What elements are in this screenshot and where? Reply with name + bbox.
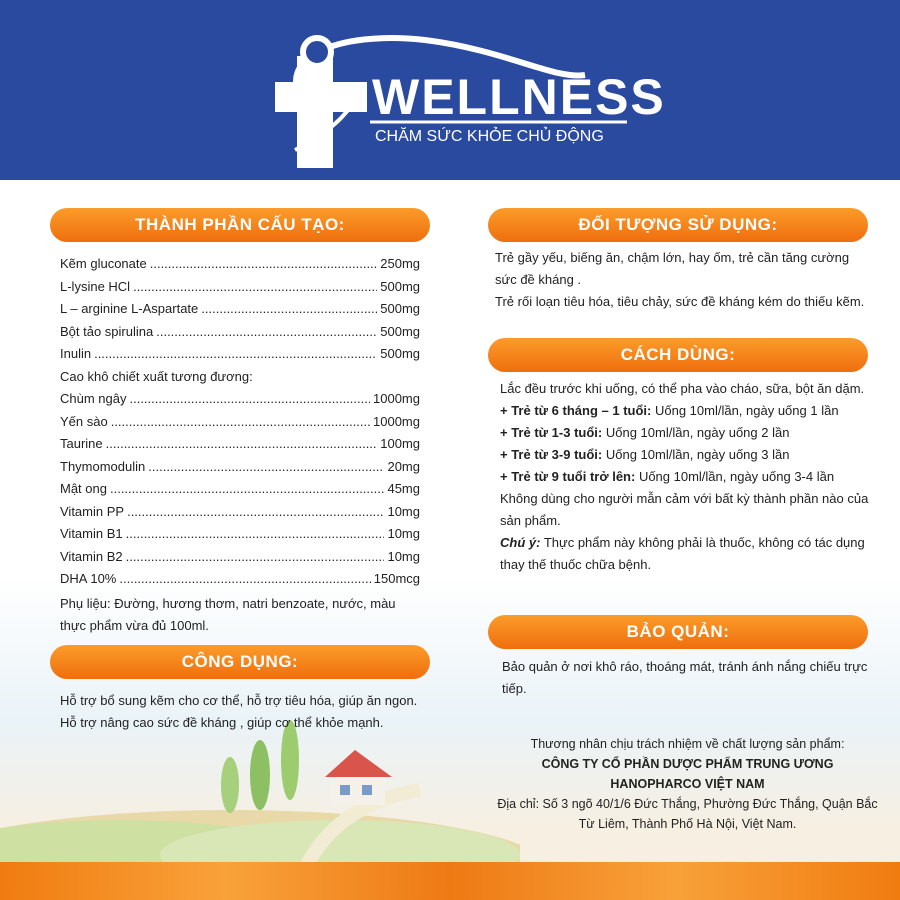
main-ingredient-list — [60, 253, 420, 366]
ingredient-row — [60, 523, 420, 546]
company-name-line-2: HANOPHARCO VIỆT NAM — [610, 777, 765, 791]
ingredient-amount: 100mg — [380, 436, 420, 451]
ingredient-row — [60, 253, 420, 276]
storage-text: Bảo quản ở nơi khô ráo, thoáng mát, tránh ánh nắng chiếu trực tiếp. — [502, 659, 868, 696]
ingredient-row — [60, 321, 420, 344]
dose-amount: Uống 10ml/lần, ngày uống 2 lần — [602, 425, 790, 440]
responsibility-line: Thương nhân chịu trách nhiệm về chất lượng sản phẩm: — [530, 737, 845, 751]
dot-leader — [156, 321, 377, 343]
ingredient-name: Vitamin PP — [60, 503, 125, 519]
ingredient-name: L – arginine L-Aspartate — [60, 301, 199, 316]
ingredient-name: Vitamin B2 — [60, 548, 123, 564]
target-line-1: Trẻ gầy yếu, biếng ăn, chậm lớn, hay ốm, trẻ cần tăng cường sức đề kháng . — [495, 250, 850, 287]
dose-item — [500, 400, 872, 422]
target-heading: ĐỐI TƯỢNG SỬ DỤNG: — [488, 208, 868, 242]
extract-ingredient-list — [60, 388, 420, 591]
dose-age: + Trẻ từ 3-9 tuổi: — [500, 447, 603, 462]
usage-section — [500, 378, 872, 576]
ingredient-amount: 250mg — [380, 256, 420, 271]
ingredient-name: Mật ong — [60, 481, 107, 496]
bottom-decorative-strip — [0, 862, 900, 900]
dose-amount: Uống 10ml/lần, ngày uống 3-4 lần — [635, 469, 835, 484]
dot-leader — [111, 411, 370, 433]
ingredient-name: Bột tảo spirulina — [60, 323, 154, 339]
dose-amount: Uống 10ml/lần, ngày uống 1 lần — [651, 403, 839, 418]
ingredient-row — [60, 456, 420, 479]
dot-leader — [94, 343, 377, 365]
ingredient-name: Yến sào — [60, 413, 108, 429]
header-banner — [0, 0, 900, 180]
dot-leader — [126, 523, 385, 545]
usage-heading: CÁCH DÙNG: — [488, 338, 868, 372]
ingredient-row — [60, 568, 420, 591]
dose-item — [500, 466, 872, 488]
uses-heading: CÔNG DỤNG: — [50, 645, 430, 679]
dot-leader — [127, 501, 384, 523]
target-section — [495, 247, 870, 313]
dot-leader — [150, 253, 378, 275]
dot-leader — [129, 388, 370, 410]
dose-age: + Trẻ từ 9 tuổi trở lên: — [500, 469, 636, 484]
usage-intro: Lắc đều trước khi uống, có thể pha vào cháo, sữa, bột ăn dặm. — [500, 381, 865, 396]
ingredient-amount: 10mg — [387, 548, 420, 564]
dot-leader — [133, 276, 377, 298]
ingredient-name: Chùm ngây — [60, 391, 127, 406]
ingredient-amount: 1000mg — [373, 391, 420, 406]
dot-leader — [148, 456, 384, 478]
dose-age: + Trẻ từ 6 tháng – 1 tuổi: — [500, 403, 652, 418]
ingredient-name: Vitamin B1 — [60, 526, 123, 541]
ingredient-amount: 500mg — [380, 278, 420, 294]
storage-heading: BẢO QUẢN: — [488, 615, 868, 649]
ingredient-amount: 500mg — [380, 346, 420, 361]
contraindication-text: Không dùng cho người mẫn cảm với bất kỳ thành phần nào của sản phẩm. — [500, 491, 869, 528]
ingredient-row — [60, 276, 420, 299]
ingredient-name: Taurine — [60, 436, 103, 451]
dot-leader — [201, 298, 377, 320]
company-info — [495, 734, 880, 834]
company-name-line-1: CÔNG TY CỔ PHẦN DƯỢC PHẨM TRUNG ƯƠNG — [541, 757, 834, 771]
extract-label: Cao khô chiết xuất tương đương: — [60, 368, 253, 384]
dot-leader — [126, 546, 385, 568]
ingredient-amount: 45mg — [387, 481, 420, 496]
ingredient-amount: 500mg — [380, 301, 420, 316]
dot-leader — [110, 478, 384, 500]
uses-text: Hỗ trợ bổ sung kẽm cho cơ thể, hỗ trợ tiêu hóa, giúp ăn ngon. Hỗ trợ nâng cao sức đề kháng , giúp cơ thể khỏe mạnh. — [60, 693, 418, 730]
ingredient-name: Thymomodulin — [60, 458, 146, 474]
ingredient-row — [60, 433, 420, 456]
ingredient-amount: 500mg — [380, 323, 420, 339]
ingredient-row — [60, 343, 420, 366]
dose-list — [500, 400, 872, 488]
brand-name: WELLNESS — [372, 69, 666, 125]
composition-list — [60, 253, 420, 637]
note-text: Thực phẩm này không phải là thuốc, không có tác dụng thay thế thuốc chữa bệnh. — [500, 535, 865, 572]
note-label: Chú ý: — [500, 535, 541, 550]
excipients-text: Phụ liệu: Đường, hương thơm, natri benzoate, nước, màu thực phẩm vừa đủ 100ml. — [60, 595, 396, 633]
ingredient-row — [60, 388, 420, 411]
ingredient-amount: 20mg — [387, 458, 420, 474]
ingredient-name: DHA 10% — [60, 571, 117, 586]
dose-age: + Trẻ từ 1-3 tuổi: — [500, 425, 603, 440]
ingredient-amount: 10mg — [387, 503, 420, 519]
ingredient-amount: 150mcg — [373, 571, 420, 586]
note-paragraph — [500, 532, 872, 576]
dot-leader — [106, 433, 378, 455]
ingredient-name: Kẽm gluconate — [60, 256, 147, 271]
ingredient-row — [60, 546, 420, 569]
company-address: Địa chỉ: Số 3 ngõ 40/1/6 Đức Thắng, Phường Đức Thắng, Quận Bắc Từ Liêm, Thành Phố Hà Nội, Việt Nam. — [497, 797, 878, 831]
ingredient-row — [60, 501, 420, 524]
dose-amount: Uống 10ml/lần, ngày uống 3 lần — [602, 447, 790, 462]
dose-item — [500, 422, 872, 444]
ingredient-row — [60, 411, 420, 434]
target-line-2: Trẻ rối loạn tiêu hóa, tiêu chảy, sức đề kháng kém do thiếu kẽm. — [495, 294, 865, 309]
composition-heading: THÀNH PHẦN CẤU TẠO: — [50, 208, 430, 242]
ingredient-row — [60, 298, 420, 321]
brand-tagline: CHĂM SỨC KHỎE CHỦ ĐỘNG — [375, 128, 604, 145]
ingredient-name: L-lysine HCl — [60, 278, 131, 294]
dose-item — [500, 444, 872, 466]
ingredient-amount: 1000mg — [373, 413, 420, 429]
ingredient-name: Inulin — [60, 346, 92, 361]
ingredient-row — [60, 478, 420, 501]
ingredient-amount: 10mg — [387, 526, 420, 541]
dot-leader — [119, 568, 370, 590]
